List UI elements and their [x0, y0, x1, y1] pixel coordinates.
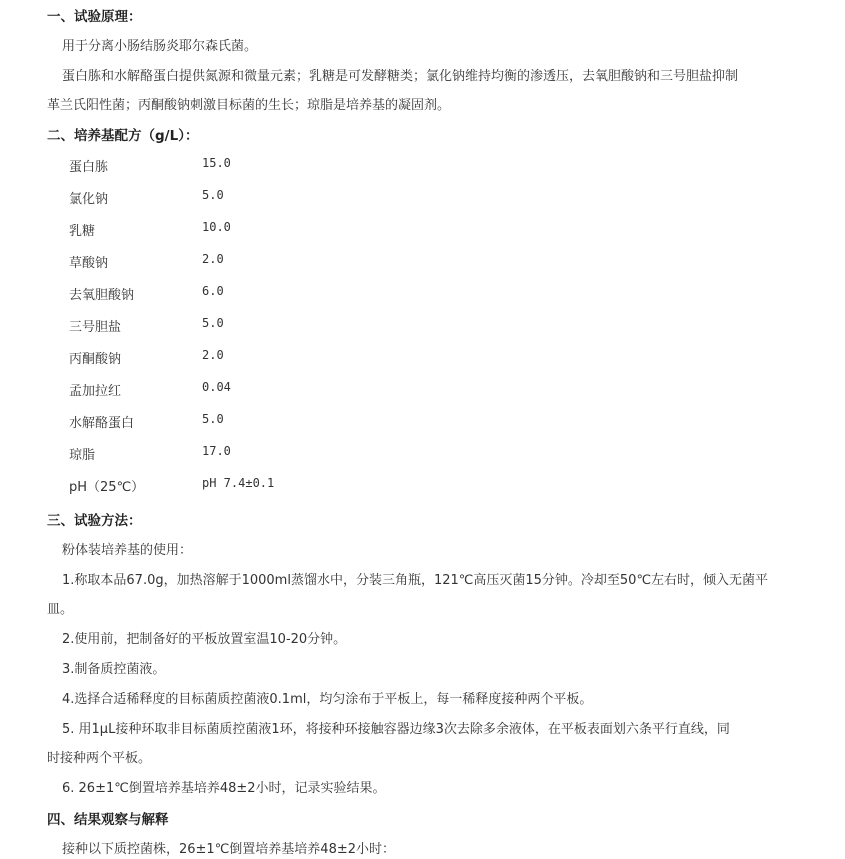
formula-ingredient: 氯化钠 [69, 192, 109, 207]
method-step1-line2: 皿。 [47, 602, 74, 617]
method-step2: 2.使用前，把制备好的平板放置室温10-20分钟。 [62, 632, 347, 647]
method-step5-line1: 5. 用1μL接种环取非目标菌质控菌液1环，将接种环接触容器边缘3次去除多余液体，在平板表面划六条平行直线，同 [62, 722, 730, 737]
formula-ingredient: 三号胆盐 [69, 320, 122, 335]
principle-purpose: 用于分离小肠结肠炎耶尔森氏菌。 [62, 39, 258, 54]
formula-value: pH 7.4±0.1 [202, 476, 275, 490]
formula-value: 2.0 [202, 252, 224, 266]
method-step1-line1: 1.称取本品67.0g，加热溶解于1000ml蒸馏水中，分装三角瓶，121℃高压灭菌15分钟。冷却至50℃左右时，倾入无菌平 [62, 573, 769, 588]
formula-ingredient: pH（25℃） [69, 480, 145, 495]
formula-value: 5.0 [202, 412, 224, 426]
formula-value: 10.0 [202, 220, 231, 234]
method-step5-line2: 时接种两个平板。 [47, 751, 152, 766]
section-heading-principle: 一、试验原理： [47, 9, 142, 25]
method-step3: 3.制备质控菌液。 [62, 662, 166, 677]
formula-value: 17.0 [202, 444, 231, 458]
formula-ingredient: 丙酮酸钠 [69, 352, 122, 367]
formula-value: 6.0 [202, 284, 224, 298]
principle-desc-line2: 革兰氏阳性菌；丙酮酸钠刺激目标菌的生长；琼脂是培养基的凝固剂。 [47, 98, 451, 113]
formula-ingredient: 孟加拉红 [69, 384, 122, 399]
formula-value: 2.0 [202, 348, 224, 362]
formula-ingredient: 草酸钠 [69, 256, 109, 271]
results-intro: 接种以下质控菌株，26±1℃倒置培养基培养48±2小时： [62, 842, 396, 857]
section-heading-formula: 二、培养基配方（g/L）： [47, 128, 199, 144]
formula-value: 0.04 [202, 380, 231, 394]
formula-ingredient: 水解酪蛋白 [69, 416, 135, 431]
formula-value: 5.0 [202, 188, 224, 202]
formula-value: 15.0 [202, 156, 231, 170]
formula-value: 5.0 [202, 316, 224, 330]
method-step4: 4.选择合适稀释度的目标菌质控菌液0.1ml，均匀涂布于平板上，每一稀释度接种两个平板。 [62, 692, 593, 707]
formula-ingredient: 去氧胆酸钠 [69, 288, 135, 303]
section-heading-results: 四、结果观察与解释 [47, 812, 169, 828]
principle-desc-line1: 蛋白胨和水解酪蛋白提供氮源和微量元素；乳糖是可发酵糖类；氯化钠维持均衡的渗透压，去氧胆酸钠和三号胆盐抑制 [62, 69, 739, 84]
method-step6: 6. 26±1℃倒置培养基培养48±2小时，记录实验结果。 [62, 781, 386, 796]
formula-ingredient: 蛋白胨 [69, 160, 109, 175]
method-intro: 粉体装培养基的使用： [62, 543, 193, 558]
section-heading-method: 三、试验方法： [47, 513, 142, 529]
formula-ingredient: 乳糖 [69, 224, 96, 239]
formula-ingredient: 琼脂 [69, 448, 96, 463]
